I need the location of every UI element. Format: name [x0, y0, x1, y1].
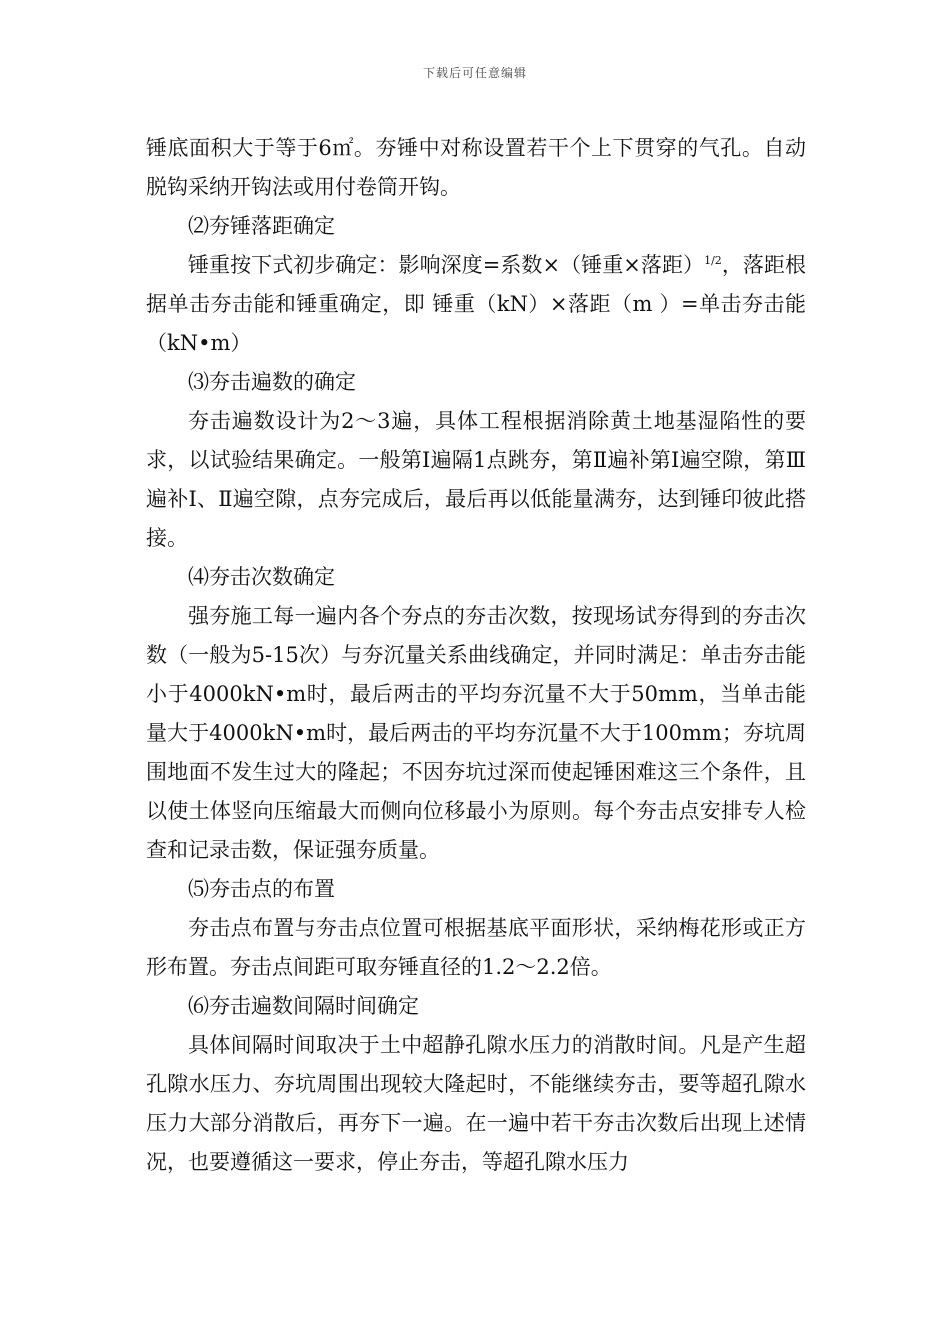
paragraph-blow-count: 强夯施工每一遍内各个夯点的夯击次数，按现场试夯得到的夯击次数（一般为5-15次）与夯沉量关系曲线确定，并同时满足：单击夯击能小于4000kN•m时，最后两击的平均夯沉量不大于50mm，当单击能量大于4000kN•m时，最后两击的平均夯沉量不大于100mm；夯坑周围地面不发生过大的隆起；不因夯坑过深而使起锤困难这三个条件，且以使土体竖向压缩最大而侧向位移最小为原则。每个夯击点安排专人检查和记录击数，保证强夯质量。 — [146, 604, 806, 862]
heading-interval: ⑹夯击遍数间隔时间确定 — [188, 994, 419, 1018]
paragraph-interval: 具体间隔时间取决于土中超静孔隙水压力的消散时间。凡是产生超孔隙水压力、夯坑周围出现较大隆起时，不能继续夯击，要等超孔隙水压力大部分消散后，再夯下一遍。在一遍中若干夯击次数后出现上述情况，也要遵循这一要求，停止夯击，等超孔隙水压力 — [146, 1033, 806, 1174]
formula-exponent: 1/2 — [704, 254, 722, 267]
heading-point-layout: ⑸夯击点的布置 — [188, 877, 335, 901]
paragraph-point-layout: 夯击点布置与夯击点位置可根据基底平面形状，采纳梅花形或正方形布置。夯击点间距可取夯锤直径的1.2～2.2倍。 — [146, 916, 806, 979]
formula-text-a: 锤重按下式初步确定：影响深度=系数×（锤重×落距） — [188, 253, 705, 277]
heading-blow-count: ⑷夯击次数确定 — [188, 565, 335, 589]
formula-text-b: ，落距根据单击夯击能和锤重确定，即 锤重（kN）×落距（m ）=单击夯击能（kN•m） — [146, 253, 806, 355]
heading-drop-distance: ⑵夯锤落距确定 — [188, 214, 335, 238]
paragraph-hammer-area: 锤底面积大于等于6㎡。夯锤中对称设置若干个上下贯穿的气孔。自动脱钩采纳开钩法或用付卷筒开钩。 — [146, 136, 806, 199]
paragraph-weight-formula — [146, 246, 806, 363]
document-body — [146, 129, 806, 1182]
heading-pass-count: ⑶夯击遍数的确定 — [188, 370, 356, 394]
page-header: 下载后可任意编辑 — [422, 66, 527, 80]
paragraph-pass-count: 夯击遍数设计为2～3遍，具体工程根据消除黄土地基湿陷性的要求，以试验结果确定。一般第Ⅰ遍隔1点跳夯，第Ⅱ遍补第Ⅰ遍空隙，第Ⅲ遍补Ⅰ、Ⅱ遍空隙，点夯完成后，最后再以低能量满夯，达到锤印彼此搭接。 — [146, 409, 806, 550]
